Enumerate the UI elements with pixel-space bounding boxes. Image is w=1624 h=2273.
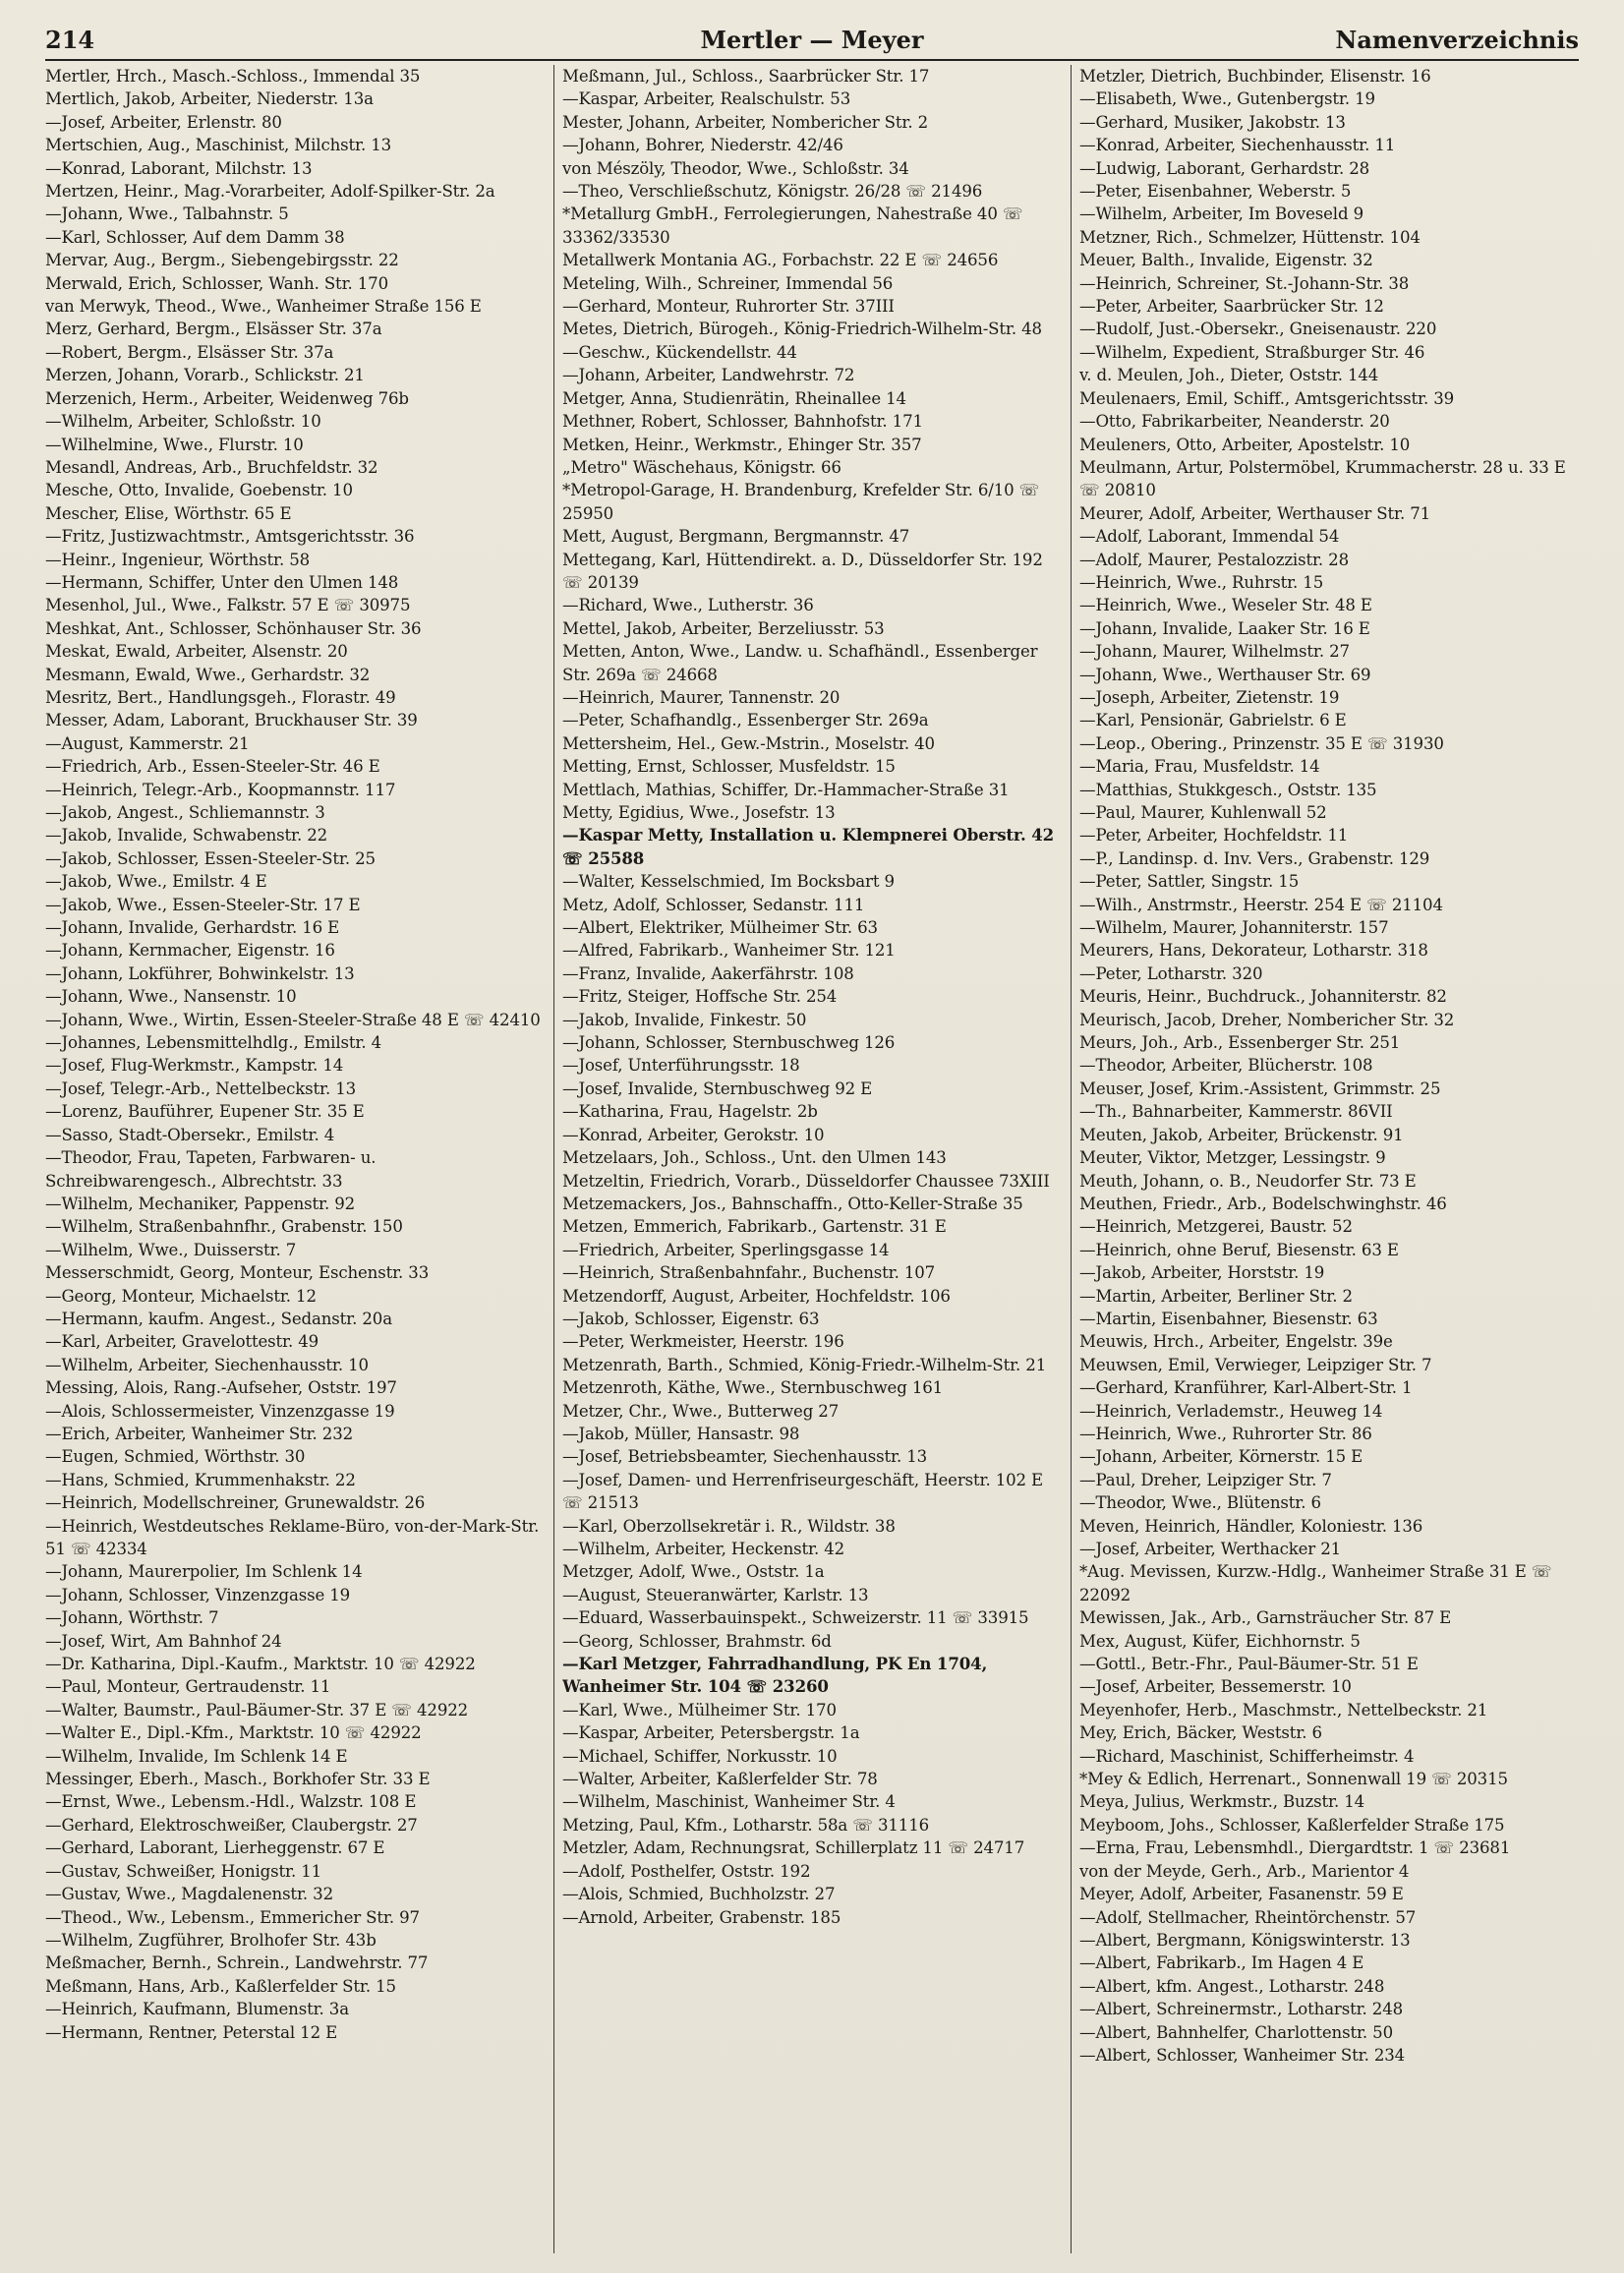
directory-entry: —Erna, Frau, Lebensmhdl., Diergardtstr. 1 ☏ 23681 bbox=[1079, 1838, 1511, 1858]
directory-entry: —Wilh., Anstrmstr., Heerstr. 254 E ☏ 21104 bbox=[1079, 895, 1443, 914]
directory-entry: —Peter, Schafhandlg., Essenberger Str. 269a bbox=[562, 711, 929, 730]
directory-entry: —Karl, Arbeiter, Gravelottestr. 49 bbox=[45, 1332, 319, 1352]
directory-entry: —Georg, Monteur, Michaelstr. 12 bbox=[45, 1286, 317, 1306]
directory-entry: —Josef, Betriebsbeamter, Siechenhausstr. 13 bbox=[562, 1447, 928, 1467]
directory-entry: Mesandl, Andreas, Arb., Bruchfeldstr. 32 bbox=[45, 457, 378, 477]
directory-entry: Meshkat, Ant., Schlosser, Schönhauser Str. 36 bbox=[45, 618, 422, 638]
directory-entry: —Arnold, Arbeiter, Grabenstr. 185 bbox=[562, 1907, 841, 1927]
directory-entry: Mey, Erich, Bäcker, Weststr. 6 bbox=[1079, 1723, 1322, 1743]
directory-entry: —Wilhelm, Maschinist, Wanheimer Str. 4 bbox=[562, 1792, 896, 1812]
directory-entry: Mertler, Hrch., Masch.-Schloss., Immendal 35 bbox=[45, 67, 421, 86]
directory-entry: —Albert, Bahnhelfer, Charlottenstr. 50 bbox=[1079, 2022, 1393, 2042]
directory-entry: —Josef, Telegr.-Arb., Nettelbeckstr. 13 bbox=[45, 1078, 357, 1098]
column-1 bbox=[45, 65, 545, 2255]
directory-entry: —Adolf, Posthelfer, Oststr. 192 bbox=[562, 1861, 811, 1881]
directory-entry: —Jakob, Arbeiter, Horststr. 19 bbox=[1079, 1263, 1325, 1283]
directory-entry: —Hermann, kaufm. Angest., Sedanstr. 20a bbox=[45, 1309, 392, 1328]
directory-entry: Metzer, Chr., Wwe., Butterweg 27 bbox=[562, 1401, 840, 1421]
directory-entry: Metzelaars, Joh., Schloss., Unt. den Ulmen 143 bbox=[562, 1148, 947, 1168]
directory-entry: —Georg, Schlosser, Brahmstr. 6d bbox=[562, 1631, 832, 1651]
directory-entry: —Heinrich, ohne Beruf, Biesenstr. 63 E bbox=[1079, 1240, 1399, 1259]
directory-entry: —Albert, kfm. Angest., Lotharstr. 248 bbox=[1079, 1976, 1385, 1996]
directory-entry: —Eduard, Wasserbauinspekt., Schweizerstr. 11 ☏ 33915 bbox=[562, 1608, 1029, 1628]
directory-entry: —Konrad, Arbeiter, Siechenhausstr. 11 bbox=[1079, 136, 1396, 155]
directory-entry: Metallwerk Montania AG., Forbachstr. 22 E ☏ 24656 bbox=[562, 251, 999, 270]
directory-entry: —Jakob, Wwe., Emilstr. 4 E bbox=[45, 872, 267, 892]
directory-entry: —Heinrich, Wwe., Weseler Str. 48 E bbox=[1079, 596, 1372, 615]
directory-entry: —Jakob, Schlosser, Eigenstr. 63 bbox=[562, 1309, 820, 1328]
directory-entry: —Josef, Unterführungsstr. 18 bbox=[562, 1056, 800, 1076]
directory-entry: —Gustav, Wwe., Magdalenenstr. 32 bbox=[45, 1885, 333, 1904]
directory-entry: —Karl, Wwe., Mülheimer Str. 170 bbox=[562, 1700, 837, 1719]
directory-entry: Mesmann, Ewald, Wwe., Gerhardstr. 32 bbox=[45, 665, 371, 684]
directory-entry: *Metropol-Garage, H. Brandenburg, Krefelder Str. 6/10 ☏ 25950 bbox=[562, 481, 1040, 523]
directory-entry: Merzen, Johann, Vorarb., Schlickstr. 21 bbox=[45, 366, 365, 385]
directory-entry: Merwald, Erich, Schlosser, Wanh. Str. 170 bbox=[45, 273, 389, 293]
directory-entry: —Wilhelm, Arbeiter, Heckenstr. 42 bbox=[562, 1540, 845, 1558]
page-title: Mertler — Meyer bbox=[700, 26, 924, 54]
directory-entry: —Konrad, Laborant, Milchstr. 13 bbox=[45, 158, 313, 178]
directory-entry: —Gerhard, Laborant, Lierheggenstr. 67 E bbox=[45, 1838, 385, 1858]
directory-entry: Mex, August, Küfer, Eichhornstr. 5 bbox=[1079, 1631, 1361, 1651]
directory-entry: Metzenroth, Käthe, Wwe., Sternbuschweg 161 bbox=[562, 1378, 944, 1398]
directory-entry: Meurers, Hans, Dekorateur, Lotharstr. 318 bbox=[1079, 941, 1428, 961]
directory-entry: —Johann, Maurer, Wilhelmstr. 27 bbox=[1079, 642, 1350, 662]
directory-entry: —Johann, Wwe., Talbahnstr. 5 bbox=[45, 204, 289, 224]
directory-entry: —Heinrich, Schreiner, St.-Johann-Str. 38 bbox=[1079, 273, 1410, 293]
directory-entry: Meuris, Heinr., Buchdruck., Johanniterstr. 82 bbox=[1079, 987, 1447, 1007]
directory-entry: —Gerhard, Elektroschweißer, Claubergstr. 27 bbox=[45, 1815, 418, 1835]
directory-entry: Metken, Heinr., Werkmstr., Ehinger Str. 357 bbox=[562, 435, 922, 454]
directory-entry: Messerschmidt, Georg, Monteur, Eschenstr. 33 bbox=[45, 1263, 430, 1283]
directory-entry: —Johann, Wwe., Wirtin, Essen-Steeler-Straße 48 E ☏ 42410 bbox=[45, 1010, 541, 1029]
directory-entry: —Johann, Bohrer, Niederstr. 42/46 bbox=[562, 136, 843, 155]
directory-entry: —Josef, Arbeiter, Werthacker 21 bbox=[1079, 1540, 1342, 1558]
directory-entry: Messinger, Eberh., Masch., Borkhofer Str. 33 E bbox=[45, 1770, 431, 1789]
directory-entry: Meulmann, Artur, Polstermöbel, Krummacherstr. 28 u. 33 E ☏ 20810 bbox=[1079, 457, 1566, 500]
directory-entry: Metz, Adolf, Schlosser, Sedanstr. 111 bbox=[562, 895, 865, 914]
directory-entry: —Heinrich, Wwe., Ruhrstr. 15 bbox=[1079, 572, 1324, 592]
directory-entry: Mescher, Elise, Wörthstr. 65 E bbox=[45, 503, 292, 523]
directory-entry: Mertschien, Aug., Maschinist, Milchstr. 13 bbox=[45, 136, 392, 155]
directory-entry: —Josef, Arbeiter, Erlenstr. 80 bbox=[45, 112, 282, 132]
directory-entry: —Lorenz, Bauführer, Eupener Str. 35 E bbox=[45, 1102, 365, 1122]
directory-entry: *Aug. Mevissen, Kurzw.-Hdlg., Wanheimer Straße 31 E ☏ 22092 bbox=[1079, 1562, 1552, 1604]
directory-entry: Mettlach, Mathias, Schiffer, Dr.-Hammacher-Straße 31 bbox=[562, 780, 1010, 799]
directory-entry: Mewissen, Jak., Arb., Garnsträucher Str. 87 E bbox=[1079, 1608, 1452, 1628]
directory-entry: —Wilhelm, Maurer, Johanniterstr. 157 bbox=[1079, 918, 1389, 938]
directory-entry: Meuwsen, Emil, Verwieger, Leipziger Str. 7 bbox=[1079, 1355, 1432, 1374]
directory-entry: Meßmann, Jul., Schloss., Saarbrücker Str. 17 bbox=[562, 67, 930, 86]
directory-entry: —Franz, Invalide, Aakerfährstr. 108 bbox=[562, 963, 854, 983]
directory-entry: Metzler, Dietrich, Buchbinder, Elisenstr. 16 bbox=[1079, 67, 1431, 86]
directory-entry: —Joseph, Arbeiter, Zietenstr. 19 bbox=[1079, 687, 1340, 707]
directory-entry: —Peter, Arbeiter, Hochfeldstr. 11 bbox=[1079, 826, 1349, 845]
directory-entry: —Peter, Sattler, Singstr. 15 bbox=[1079, 872, 1300, 892]
section-title: Namenverzeichnis bbox=[1335, 26, 1579, 54]
directory-entry: Meurs, Joh., Arb., Essenberger Str. 251 bbox=[1079, 1033, 1401, 1053]
column-3 bbox=[1079, 65, 1579, 2255]
directory-entry: —Heinrich, Verlademstr., Heuweg 14 bbox=[1079, 1401, 1383, 1421]
directory-entry: —Wilhelm, Invalide, Im Schlenk 14 E bbox=[45, 1746, 348, 1766]
directory-entry: von der Meyde, Gerh., Arb., Marientor 4 bbox=[1079, 1861, 1410, 1881]
columns-container bbox=[45, 65, 1579, 2257]
directory-entry: Merz, Gerhard, Bergm., Elsässer Str. 37a bbox=[45, 320, 382, 339]
directory-entry: Messing, Alois, Rang.-Aufseher, Oststr. 197 bbox=[45, 1378, 397, 1398]
directory-entry: —Fritz, Steiger, Hoffsche Str. 254 bbox=[562, 987, 838, 1007]
directory-entry: —Adolf, Stellmacher, Rheintörchenstr. 57 bbox=[1079, 1907, 1417, 1927]
directory-entry: —Johann, Arbeiter, Landwehrstr. 72 bbox=[562, 366, 855, 385]
directory-entry: —Albert, Schlosser, Wanheimer Str. 234 bbox=[1079, 2045, 1406, 2065]
directory-entry: —Dr. Katharina, Dipl.-Kaufm., Marktstr. 10 ☏ 42922 bbox=[45, 1655, 476, 1674]
directory-entry: Metty, Egidius, Wwe., Josefstr. 13 bbox=[562, 803, 836, 822]
directory-entry: Meteling, Wilh., Schreiner, Immendal 56 bbox=[562, 273, 894, 293]
directory-entry: Meuthen, Friedr., Arb., Bodelschwinghstr. 46 bbox=[1079, 1194, 1447, 1213]
directory-entry: Mett, August, Bergmann, Bergmannstr. 47 bbox=[562, 527, 910, 547]
directory-entry: „Metro" Wäschehaus, Königstr. 66 bbox=[562, 457, 841, 477]
directory-entry: Mester, Johann, Arbeiter, Nombericher Str. 2 bbox=[562, 112, 929, 132]
directory-entry: v. d. Meulen, Joh., Dieter, Oststr. 144 bbox=[1079, 366, 1379, 385]
directory-entry: Metzler, Adam, Rechnungsrat, Schillerplatz 11 ☏ 24717 bbox=[562, 1838, 1025, 1858]
directory-entry: van Merwyk, Theod., Wwe., Wanheimer Straße 156 E bbox=[45, 297, 482, 317]
directory-entry: —Johann, Arbeiter, Körnerstr. 15 E bbox=[1079, 1447, 1363, 1467]
directory-entry: —Paul, Monteur, Gertraudenstr. 11 bbox=[45, 1677, 331, 1697]
directory-entry: —Josef, Wirt, Am Bahnhof 24 bbox=[45, 1631, 282, 1651]
directory-entry: —Peter, Arbeiter, Saarbrücker Str. 12 bbox=[1079, 297, 1384, 317]
directory-entry: Meßmacher, Bernh., Schrein., Landwehrstr. 77 bbox=[45, 1953, 429, 1973]
directory-entry: —Heinrich, Wwe., Ruhrorter Str. 86 bbox=[1079, 1424, 1372, 1443]
directory-entry: —Th., Bahnarbeiter, Kammerstr. 86VII bbox=[1079, 1102, 1393, 1122]
directory-entry: —Kaspar, Arbeiter, Petersbergstr. 1a bbox=[562, 1723, 860, 1743]
directory-entry: —Leop., Obering., Prinzenstr. 35 E ☏ 31930 bbox=[1079, 733, 1444, 753]
directory-entry: —Gustav, Schweißer, Honigstr. 11 bbox=[45, 1861, 322, 1881]
column-divider bbox=[1071, 65, 1072, 2253]
directory-entry: —Paul, Dreher, Leipziger Str. 7 bbox=[1079, 1470, 1332, 1489]
directory-entry: —Ernst, Wwe., Lebensm.-Hdl., Walzstr. 108 E bbox=[45, 1792, 417, 1812]
directory-entry: Meven, Heinrich, Händler, Koloniestr. 136 bbox=[1079, 1516, 1423, 1536]
directory-entry: —Theo, Verschließschutz, Königstr. 26/28 ☏ 21496 bbox=[562, 182, 983, 202]
directory-entry: Mettel, Jakob, Arbeiter, Berzeliusstr. 53 bbox=[562, 618, 885, 638]
directory-entry: —Wilhelm, Expedient, Straßburger Str. 46 bbox=[1079, 342, 1425, 362]
directory-entry: Meßmann, Hans, Arb., Kaßlerfelder Str. 15 bbox=[45, 1976, 396, 1996]
directory-entry: —Theodor, Arbeiter, Blücherstr. 108 bbox=[1079, 1056, 1373, 1076]
page-number: 214 bbox=[45, 26, 95, 54]
directory-entry: —Jakob, Wwe., Essen-Steeler-Str. 17 E bbox=[45, 895, 361, 914]
directory-entry: —Jakob, Invalide, Finkestr. 50 bbox=[562, 1010, 807, 1029]
directory-entry: —Martin, Arbeiter, Berliner Str. 2 bbox=[1079, 1286, 1353, 1306]
directory-entry: —Hermann, Schiffer, Unter den Ulmen 148 bbox=[45, 572, 399, 592]
directory-entry: —Wilhelm, Mechaniker, Pappenstr. 92 bbox=[45, 1194, 356, 1213]
directory-entry: —Richard, Maschinist, Schifferheimstr. 4 bbox=[1079, 1746, 1415, 1766]
directory-entry: —Alfred, Fabrikarb., Wanheimer Str. 121 bbox=[562, 941, 896, 961]
page-header bbox=[45, 22, 1579, 61]
directory-entry: —Sasso, Stadt-Obersekr., Emilstr. 4 bbox=[45, 1125, 335, 1144]
directory-entry: —Erich, Arbeiter, Wanheimer Str. 232 bbox=[45, 1424, 354, 1443]
directory-entry: —Josef, Arbeiter, Bessemerstr. 10 bbox=[1079, 1677, 1352, 1697]
directory-entry: —Kaspar, Arbeiter, Realschulstr. 53 bbox=[562, 89, 851, 109]
directory-entry: —Johannes, Lebensmittelhdlg., Emilstr. 4 bbox=[45, 1033, 381, 1053]
directory-entry: —Adolf, Laborant, Immendal 54 bbox=[1079, 527, 1340, 547]
directory-entry: —Albert, Schreinermstr., Lotharstr. 248 bbox=[1079, 2000, 1404, 2019]
directory-entry: Mesenhol, Jul., Wwe., Falkstr. 57 E ☏ 30975 bbox=[45, 596, 411, 615]
directory-entry: —Friedrich, Arbeiter, Sperlingsgasse 14 bbox=[562, 1240, 890, 1259]
directory-entry: —Elisabeth, Wwe., Gutenbergstr. 19 bbox=[1079, 89, 1375, 109]
directory-entry: Metzemackers, Jos., Bahnschaffn., Otto-Keller-Straße 35 bbox=[562, 1194, 1023, 1213]
directory-entry: Meya, Julius, Werkmstr., Buzstr. 14 bbox=[1079, 1792, 1365, 1812]
directory-entry: —Karl Metzger, Fahrradhandlung, PK En 1704, Wanheimer Str. 104 ☏ 23260 bbox=[562, 1654, 988, 1697]
directory-entry: Mesche, Otto, Invalide, Goebenstr. 10 bbox=[45, 481, 353, 500]
directory-entry: —Theodor, Wwe., Blütenstr. 6 bbox=[1079, 1493, 1321, 1513]
directory-entry: —Jakob, Invalide, Schwabenstr. 22 bbox=[45, 826, 328, 845]
directory-entry: —Johann, Invalide, Laaker Str. 16 E bbox=[1079, 618, 1370, 638]
directory-entry: —Johann, Maurerpolier, Im Schlenk 14 bbox=[45, 1562, 363, 1582]
directory-entry: —Jakob, Angest., Schliemannstr. 3 bbox=[45, 803, 325, 822]
directory-entry: —Katharina, Frau, Hagelstr. 2b bbox=[562, 1102, 818, 1122]
directory-entry: *Metallurg GmbH., Ferrolegierungen, Nahestraße 40 ☏ 33362/33530 bbox=[562, 204, 1023, 247]
directory-entry: —Wilhelm, Arbeiter, Schloßstr. 10 bbox=[45, 412, 321, 432]
directory-entry: Metzger, Adolf, Wwe., Oststr. 1a bbox=[562, 1562, 825, 1582]
directory-entry: —Kaspar Metty, Installation u. Klempnerei Oberstr. 42 ☏ 25588 bbox=[562, 825, 1055, 868]
directory-entry: Metten, Anton, Wwe., Landw. u. Schafhändl., Essenberger Str. 269a ☏ 24668 bbox=[562, 642, 1038, 684]
directory-entry: —P., Landinsp. d. Inv. Vers., Grabenstr. 129 bbox=[1079, 848, 1430, 868]
directory-entry: —Josef, Flug-Werkmstr., Kampstr. 14 bbox=[45, 1056, 344, 1076]
directory-entry: —Friedrich, Arb., Essen-Steeler-Str. 46 E bbox=[45, 757, 380, 777]
directory-entry: —Heinrich, Telegr.-Arb., Koopmannstr. 117 bbox=[45, 780, 396, 799]
directory-entry: Mertlich, Jakob, Arbeiter, Niederstr. 13a bbox=[45, 89, 374, 109]
directory-entry: —Walter E., Dipl.-Kfm., Marktstr. 10 ☏ 42922 bbox=[45, 1723, 422, 1743]
directory-entry: —Alois, Schlossermeister, Vinzenzgasse 19 bbox=[45, 1401, 395, 1421]
directory-entry: —Karl, Oberzollsekretär i. R., Wildstr. 38 bbox=[562, 1516, 896, 1536]
directory-entry: —Paul, Maurer, Kuhlenwall 52 bbox=[1079, 803, 1327, 822]
directory-entry: —Adolf, Maurer, Pestalozzistr. 28 bbox=[1079, 550, 1349, 569]
directory-entry: Meuleners, Otto, Arbeiter, Apostelstr. 10 bbox=[1079, 435, 1411, 454]
directory-entry: —Eugen, Schmied, Wörthstr. 30 bbox=[45, 1447, 306, 1467]
directory-entry: —Josef, Invalide, Sternbuschweg 92 E bbox=[562, 1078, 873, 1098]
directory-entry: —Heinrich, Kaufmann, Blumenstr. 3a bbox=[45, 2000, 349, 2019]
directory-entry: —Jakob, Müller, Hansastr. 98 bbox=[562, 1424, 800, 1443]
directory-entry: Meskat, Ewald, Arbeiter, Alsenstr. 20 bbox=[45, 642, 348, 662]
directory-entry: —Alois, Schmied, Buchholzstr. 27 bbox=[562, 1885, 836, 1904]
directory-entry: —Hermann, Rentner, Peterstal 12 E bbox=[45, 2022, 338, 2042]
directory-entry: Metes, Dietrich, Bürogeh., König-Friedrich-Wilhelm-Str. 48 bbox=[562, 320, 1042, 339]
directory-entry: —Wilhelm, Straßenbahnfhr., Grabenstr. 150 bbox=[45, 1217, 403, 1237]
directory-entry: —Heinrich, Metzgerei, Baustr. 52 bbox=[1079, 1217, 1353, 1237]
directory-entry: —Gerhard, Musiker, Jakobstr. 13 bbox=[1079, 112, 1346, 132]
directory-entry: Mertzen, Heinr., Mag.-Vorarbeiter, Adolf-Spilker-Str. 2a bbox=[45, 182, 495, 202]
directory-entry: Meulenaers, Emil, Schiff., Amtsgerichtsstr. 39 bbox=[1079, 388, 1455, 408]
directory-entry: Meyboom, Johs., Schlosser, Kaßlerfelder Straße 175 bbox=[1079, 1815, 1505, 1835]
directory-entry: *Mey & Edlich, Herrenart., Sonnenwall 19 ☏ 20315 bbox=[1079, 1770, 1508, 1789]
directory-entry: Meuten, Jakob, Arbeiter, Brückenstr. 91 bbox=[1079, 1125, 1404, 1144]
directory-entry: —Robert, Bergm., Elsässer Str. 37a bbox=[45, 342, 334, 362]
directory-entry: Meurer, Adolf, Arbeiter, Werthauser Str. 71 bbox=[1079, 503, 1431, 523]
directory-entry: —Johann, Wwe., Werthauser Str. 69 bbox=[1079, 665, 1371, 684]
directory-entry: —Gottl., Betr.-Fhr., Paul-Bäumer-Str. 51 E bbox=[1079, 1655, 1419, 1674]
directory-entry: Mettersheim, Hel., Gew.-Mstrin., Moselstr. 40 bbox=[562, 733, 935, 753]
directory-entry: —Heinrich, Maurer, Tannenstr. 20 bbox=[562, 687, 841, 707]
directory-entry: Metting, Ernst, Schlosser, Musfeldstr. 15 bbox=[562, 757, 896, 777]
directory-entry: —Peter, Werkmeister, Heerstr. 196 bbox=[562, 1332, 844, 1352]
directory-entry: —Johann, Lokführer, Bohwinkelstr. 13 bbox=[45, 963, 355, 983]
directory-entry: Meuser, Josef, Krim.-Assistent, Grimmstr. 25 bbox=[1079, 1078, 1441, 1098]
directory-entry: Mettegang, Karl, Hüttendirekt. a. D., Düsseldorfer Str. 192 ☏ 20139 bbox=[562, 550, 1043, 592]
directory-entry: —Albert, Bergmann, Königswinterstr. 13 bbox=[1079, 1930, 1411, 1950]
directory-entry: —Peter, Lotharstr. 320 bbox=[1079, 963, 1263, 983]
directory-entry: —Karl, Pensionär, Gabrielstr. 6 E bbox=[1079, 711, 1347, 730]
column-2 bbox=[562, 65, 1062, 2255]
directory-entry: —Gerhard, Monteur, Ruhrorter Str. 37III bbox=[562, 297, 895, 317]
directory-entry: —August, Kammerstr. 21 bbox=[45, 733, 250, 753]
directory-entry: —Walter, Baumstr., Paul-Bäumer-Str. 37 E ☏ 42922 bbox=[45, 1700, 469, 1719]
directory-entry: Metzendorff, August, Arbeiter, Hochfeldstr. 106 bbox=[562, 1286, 951, 1306]
directory-entry: —Heinr., Ingenieur, Wörthstr. 58 bbox=[45, 550, 311, 569]
directory-entry: Meurisch, Jacob, Dreher, Nombericher Str. 32 bbox=[1079, 1010, 1455, 1029]
directory-entry: Meyenhofer, Herb., Maschmstr., Nettelbeckstr. 21 bbox=[1079, 1700, 1488, 1719]
directory-entry: —Rudolf, Just.-Obersekr., Gneisenaustr. 220 bbox=[1079, 320, 1437, 339]
column-divider bbox=[553, 65, 554, 2253]
directory-entry: —Wilhelmine, Wwe., Flurstr. 10 bbox=[45, 435, 304, 454]
directory-entry: —Wilhelm, Arbeiter, Im Boveseld 9 bbox=[1079, 204, 1363, 224]
directory-entry: —Johann, Wörthstr. 7 bbox=[45, 1608, 219, 1628]
directory-entry: —Gerhard, Kranführer, Karl-Albert-Str. 1 bbox=[1079, 1378, 1413, 1398]
directory-entry: —Jakob, Schlosser, Essen-Steeler-Str. 25 bbox=[45, 848, 376, 868]
directory-entry: —Walter, Arbeiter, Kaßlerfelder Str. 78 bbox=[562, 1770, 878, 1789]
directory-entry: Meuer, Balth., Invalide, Eigenstr. 32 bbox=[1079, 251, 1373, 270]
directory-entry: Metzenrath, Barth., Schmied, König-Friedr.-Wilhelm-Str. 21 bbox=[562, 1355, 1047, 1374]
directory-entry: —Fritz, Justizwachtmstr., Amtsgerichtsstr. 36 bbox=[45, 527, 415, 547]
directory-entry: Meuth, Johann, o. B., Neudorfer Str. 73 E bbox=[1079, 1171, 1417, 1191]
directory-entry: —Otto, Fabrikarbeiter, Neanderstr. 20 bbox=[1079, 412, 1390, 432]
directory-entry: Metger, Anna, Studienrätin, Rheinallee 14 bbox=[562, 388, 906, 408]
directory-entry: —Matthias, Stukkgesch., Oststr. 135 bbox=[1079, 780, 1377, 799]
directory-entry: —Konrad, Arbeiter, Gerokstr. 10 bbox=[562, 1125, 825, 1144]
directory-entry: —Maria, Frau, Musfeldstr. 14 bbox=[1079, 757, 1320, 777]
directory-entry: —Michael, Schiffer, Norkusstr. 10 bbox=[562, 1746, 838, 1766]
directory-entry: —Martin, Eisenbahner, Biesenstr. 63 bbox=[1079, 1309, 1378, 1328]
directory-entry: —Albert, Fabrikarb., Im Hagen 4 E bbox=[1079, 1953, 1364, 1973]
directory-entry: —Wilhelm, Zugführer, Brolhofer Str. 43b bbox=[45, 1930, 377, 1950]
directory-entry: —Karl, Schlosser, Auf dem Damm 38 bbox=[45, 227, 345, 247]
directory-entry: —Theod., Ww., Lebensm., Emmericher Str. 97 bbox=[45, 1907, 420, 1927]
directory-entry: —Heinrich, Modellschreiner, Grunewaldstr. 26 bbox=[45, 1493, 426, 1513]
directory-entry: —Johann, Wwe., Nansenstr. 10 bbox=[45, 987, 297, 1007]
directory-entry: Metzing, Paul, Kfm., Lotharstr. 58a ☏ 31116 bbox=[562, 1815, 930, 1835]
directory-entry: —Hans, Schmied, Krummenhakstr. 22 bbox=[45, 1470, 356, 1489]
directory-entry: von Mészöly, Theodor, Wwe., Schloßstr. 34 bbox=[562, 158, 909, 178]
directory-entry: —Johann, Invalide, Gerhardstr. 16 E bbox=[45, 918, 340, 938]
directory-entry: —Josef, Damen- und Herrenfriseurgeschäft, Heerstr. 102 E ☏ 21513 bbox=[562, 1470, 1043, 1513]
directory-entry: —Johann, Kernmacher, Eigenstr. 16 bbox=[45, 941, 335, 961]
directory-entry: —Peter, Eisenbahner, Weberstr. 5 bbox=[1079, 182, 1352, 202]
directory-entry: Meyer, Adolf, Arbeiter, Fasanenstr. 59 E bbox=[1079, 1885, 1404, 1904]
directory-entry: —Johann, Schlosser, Sternbuschweg 126 bbox=[562, 1033, 896, 1053]
directory-entry: Merzenich, Herm., Arbeiter, Weidenweg 76b bbox=[45, 388, 409, 408]
directory-entry: —Wilhelm, Arbeiter, Siechenhausstr. 10 bbox=[45, 1355, 369, 1374]
directory-entry: Meuter, Viktor, Metzger, Lessingstr. 9 bbox=[1079, 1148, 1386, 1168]
directory-entry: —Walter, Kesselschmied, Im Bocksbart 9 bbox=[562, 872, 895, 892]
directory-entry: Meuwis, Hrch., Arbeiter, Engelstr. 39e bbox=[1079, 1332, 1393, 1352]
directory-entry: —August, Steueranwärter, Karlstr. 13 bbox=[562, 1585, 869, 1604]
directory-entry: —Theodor, Frau, Tapeten, Farbwaren- u. Schreibwarengesch., Albrechtstr. 33 bbox=[45, 1148, 377, 1191]
directory-entry: —Wilhelm, Wwe., Duisserstr. 7 bbox=[45, 1240, 297, 1259]
directory-entry: —Richard, Wwe., Lutherstr. 36 bbox=[562, 596, 814, 615]
directory-entry: —Johann, Schlosser, Vinzenzgasse 19 bbox=[45, 1585, 351, 1604]
directory-entry: —Albert, Elektriker, Mülheimer Str. 63 bbox=[562, 918, 878, 938]
directory-entry: —Heinrich, Westdeutsches Reklame-Büro, von-der-Mark-Str. 51 ☏ 42334 bbox=[45, 1516, 540, 1558]
directory-entry: —Ludwig, Laborant, Gerhardstr. 28 bbox=[1079, 158, 1370, 178]
directory-entry: Metzen, Emmerich, Fabrikarb., Gartenstr. 31 E bbox=[562, 1217, 947, 1237]
directory-entry: Mervar, Aug., Bergm., Siebengebirgsstr. 22 bbox=[45, 251, 399, 270]
directory-entry: Methner, Robert, Schlosser, Bahnhofstr. 171 bbox=[562, 412, 923, 432]
directory-entry: —Geschw., Kückendellstr. 44 bbox=[562, 342, 797, 362]
directory-entry: Mesritz, Bert., Handlungsgeh., Florastr. 49 bbox=[45, 687, 396, 707]
directory-entry: Metzner, Rich., Schmelzer, Hüttenstr. 104 bbox=[1079, 227, 1421, 247]
directory-entry: —Heinrich, Straßenbahnfahr., Buchenstr. 107 bbox=[562, 1263, 936, 1283]
directory-entry: Messer, Adam, Laborant, Bruckhauser Str. 39 bbox=[45, 711, 418, 730]
directory-entry: Metzeltin, Friedrich, Vorarb., Düsseldorfer Chaussee 73XIII bbox=[562, 1171, 1050, 1191]
